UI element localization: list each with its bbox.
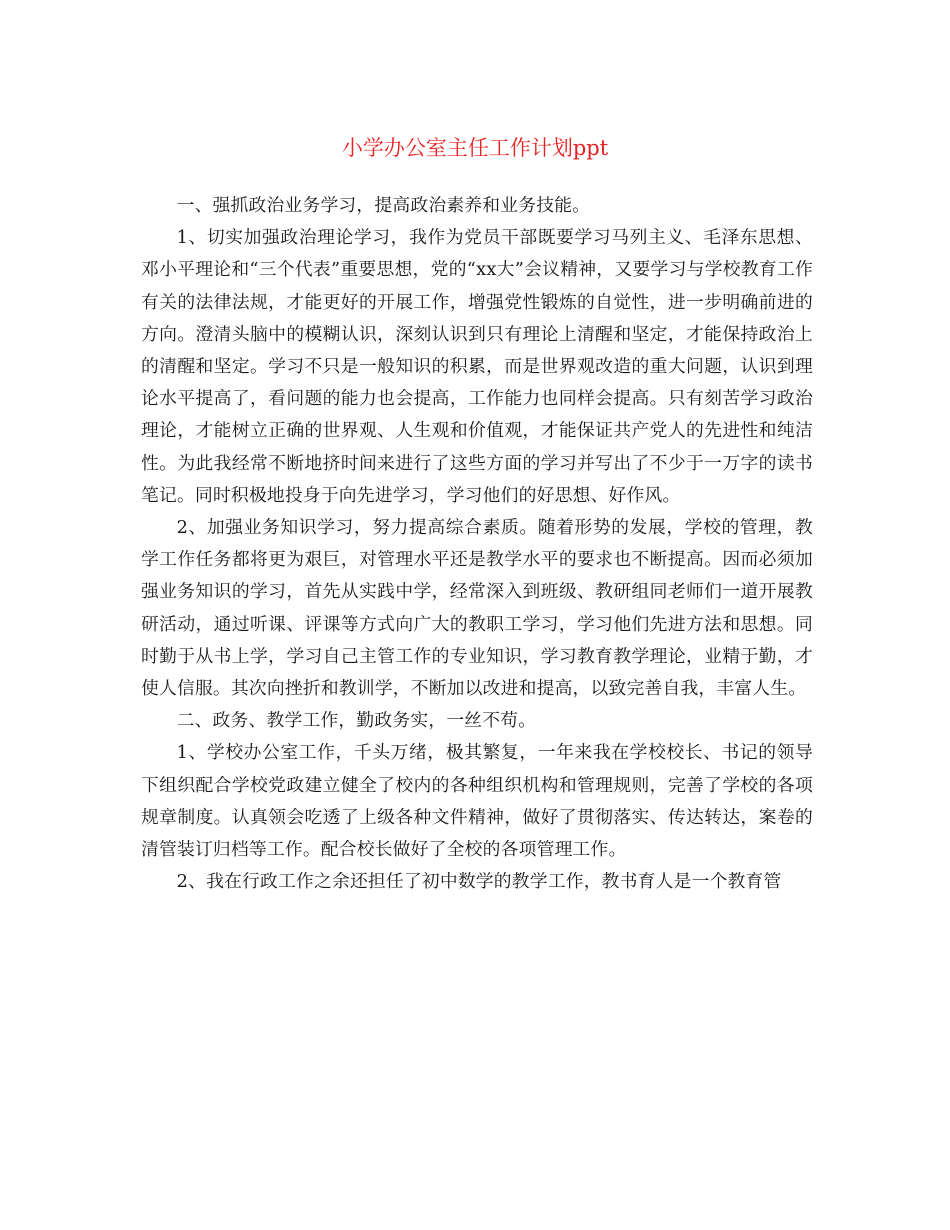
document-title: 小学办公室主任工作计划ppt: [341, 136, 609, 160]
section-heading-2: 二、政务、教学工作，勤政务实，一丝不苟。: [176, 710, 537, 732]
paragraph-2-2: 2、我在行政工作之余还担任了初中数学的教学工作，教书育人是一个教育管: [176, 871, 782, 893]
document-body: [141, 190, 813, 898]
paragraph-1-2: 2、加强业务知识学习，努力提高综合素质。随着形势的发展，学校的管理，教学工作任务都将更为艰巨，对管理水平还是教学水平的要求也不断提高。因而必须加强业务知识的学习，首先从实践中学，经常深入到班级、教研组同老师们一道开展教研活动，通过听课、评课等方式向广大的教职工学习，学习他们先进方法和思想。同时勤于从书上学，学习自己主管工作的专业知识，学习教育教学理论，业精于勤，才使人信服。其次向挫折和教训学，不断加以改进和提高，以致完善自我，丰富人生。: [141, 517, 813, 700]
section-heading-1: 一、强抓政治业务学习，提高政治素养和业务技能。: [176, 195, 591, 216]
paragraph-1-1: 1、切实加强政治理论学习，我作为党员干部既要学习马列主义、毛泽东思想、邓小平理论和“三个代表”重要思想，党的“xx大”会议精神，又要学习与学校教育工作有关的法律法规，才能更好的开展工作，增强党性锻炼的自觉性，进一步明确前进的方向。澄清头脑中的模糊认识，深刻认识到只有理论上清醒和坚定，才能保持政治上的清醒和坚定。学习不只是一般知识的积累，而是世界观改造的重大问题，认识到理论水平提高了，看问题的能力也会提高，工作能力也同样会提高。只有刻苦学习政治理论，才能树立正确的世界观、人生观和价值观，才能保证共产党人的先进性和纯洁性。为此我经常不断地挤时间来进行了这些方面的学习并写出了不少于一万字的读书笔记。同时积极地投身于向先进学习，学习他们的好思想、好作风。: [141, 227, 813, 506]
paragraph-2-1: 1、学校办公室工作，千头万绪，极其繁复，一年来我在学校校长、书记的领导下组织配合学校党政建立健全了校内的各种组织机构和管理规则，完善了学校的各项规章制度。认真领会吃透了上级各种文件精神，做好了贯彻落实、传达转达，案卷的清管装订归档等工作。配合校长做好了全校的各项管理工作。: [141, 742, 813, 861]
